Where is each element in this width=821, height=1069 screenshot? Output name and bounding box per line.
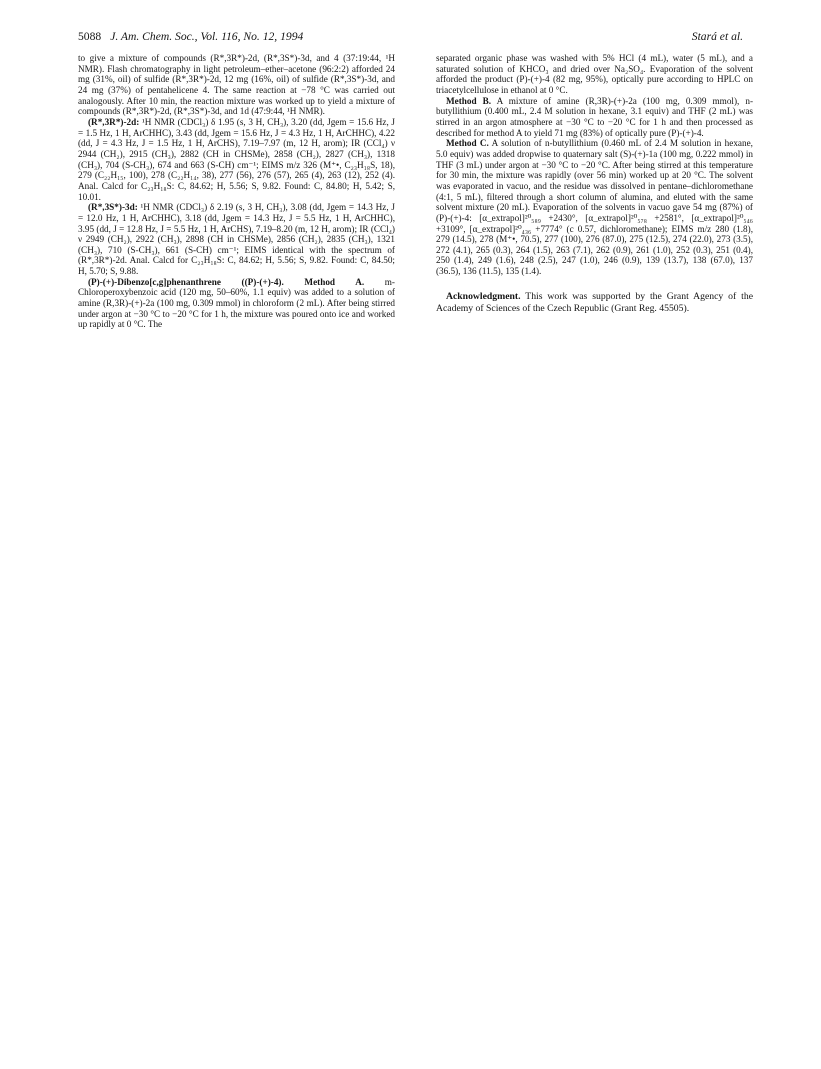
paragraph-workup: separated organic phase was washed with 5% HCl (4 mL), water (5 mL), and a saturated solution of KHCO₃ and dried over Na₂SO₄. Evaporation of the solvent afforded the product (P)-(+)-4 (82 mg, 95%), optically pure according to HPLC on triacetylcellulose in ethanol at 0 °C. xyxy=(436,53,753,95)
compound-3d-data: ¹H NMR (CDCl₃) δ 2.19 (s, 3 H, CH₃), 3.08 (dd, Jgem = 14.3 Hz, J = 12.0 Hz, 1 H, ArCHHC), 3.18 (dd, Jgem = 14.3 Hz, J = 5.5 Hz, 1 H, ArCHHC), 3.95 (dd, J = 12.8 Hz, J = 5.5 Hz, 1 H, ArCHS), 7.19–8.20 (m, 12 H, arom); IR (CCl₄) ν 2949 (CH₂), 2922 (CH₃), 2898 (CH in CHSMe), 2856 (CH₂), 2835 (CH₃), 1321 (CH₃), 710 (S-CH₃), 661 (S-CH) cm⁻¹; EIMS identical with the spectrum of (R*,3R*)-2d. Anal. Calcd for C₂₃H₁₈S: C, 84.62; H, 5.56; S, 9.82. Found: C, 84.50; H, 5.70; S, 9.88. xyxy=(78,202,396,277)
method-c-label: Method C. xyxy=(446,138,489,149)
method-b-text: A mixture of amine (R,3R)-(+)-2a (100 mg, 0.309 mmol), n-butyllithium (0.400 mL, 2.4 M solution in hexane, 3.1 equiv) and THF (2 mL) was stirred in an argon atmosphere at −30 °C to −20 °C for 1 h and then processed as described for method A to yield 71 mg (83%) of optically pure (P)-(+)-4. xyxy=(436,95,753,138)
left-column xyxy=(78,53,395,330)
right-column xyxy=(436,53,753,315)
acknowledgment xyxy=(436,291,753,315)
running-head-authors: Stará et al. xyxy=(691,30,743,43)
paragraph-reaction-mixture: to give a mixture of compounds (R*,3R*)-2d, (R*,3S*)-3d, and 4 (37:19:44, ¹H NMR). Flash chromatography in light petroleum–ether–acetone (96:2:2) afforded 24 mg (31%, oil) of sulfide (R*,3R*)-2d, 12 mg (16%, oil) of sulfide (R*,3S*)-3d, and 24 mg (37%) of pentahelicene 4. The same reaction at −78 °C was carried out analogously. After 10 min, the reaction mixture was worked up to yield a mixture of compounds (R*,3R*)-2d, (R*,3S*)-3d, and 1d (47:9:44, ¹H NMR). xyxy=(78,53,395,117)
running-head-left xyxy=(78,29,303,45)
paragraph-method-c xyxy=(436,138,753,277)
method-a-text: m-Chloroperoxybenzoic acid (120 mg, 50–60%, 1.1 equiv) was added to a solution of amine (R,3R)-(+)-2a (100 mg, 0.309 mmol) in chloroform (2 mL). After being stirred under argon at −30 °C to −20 °C for 1 h, the mixture was poured onto ice and worked up rapidly at 0 °C. The xyxy=(78,276,395,330)
acknowledgment-text: This work was supported by the Grant Agency of the Academy of Sciences of the Czech Republic (Grant Reg. 45505). xyxy=(436,290,754,314)
running-head xyxy=(78,29,743,45)
compound-3d-label: (R*,3S*)-3d: xyxy=(88,202,138,213)
acknowledgment-label: Acknowledgment. xyxy=(446,290,521,302)
page-number: 5088 xyxy=(78,30,102,43)
paragraph-compound-2d xyxy=(78,117,395,202)
method-b-label: Method B. xyxy=(446,95,492,106)
paragraph-method-b xyxy=(436,96,753,139)
journal-citation: J. Am. Chem. Soc., Vol. 116, No. 12, 1994 xyxy=(110,30,304,43)
paragraph-compound-3d xyxy=(78,202,395,277)
compound-2d-data: ¹H NMR (CDCl₃) δ 1.95 (s, 3 H, CH₃), 3.20 (dd, Jgem = 15.6 Hz, J = 1.5 Hz, 1 H, ArCHHC), 3.43 (dd, Jgem = 15.6 Hz, J = 4.3 Hz, 1 H, ArCHHC), 4.22 (dd, J = 4.3 Hz, J = 1.5 Hz, 1 H, ArCHS), 7.19–7.97 (m, 12 H, arom); IR (CCl₄) ν 2944 (CH₂), 2915 (CH₃), 2882 (CH in CHSMe), 2858 (CH₂), 2827 (CH₃), 1318 (CH₃), 704 (S-CH₃), 674 and 663 (S-CH) cm⁻¹; EIMS m/z 326 (M⁺•, C₂₃H₁₈S, 18), 279 (C₂₂H₁₅, 100), 278 (C₂₂H₁₄, 38), 277 (56), 276 (57), 265 (4), 263 (12), 252 (4). Anal. Calcd for C₂₃H₁₈S: C, 84.62; H, 5.56; S, 9.82. Found: C, 84.80; H, 5.42; S, 10.01. xyxy=(78,116,396,202)
compound-2d-label: (R*,3R*)-2d: xyxy=(88,116,140,127)
method-a-label: (P)-(+)-Dibenzo[c,g]phenanthrene ((P)-(+)-4). Method A. xyxy=(88,276,365,287)
paragraph-method-a xyxy=(78,277,395,330)
method-c-text: A solution of n-butyllithium (0.460 mL of 2.4 M solution in hexane, 5.0 equiv) was added dropwise to quaternary salt (S)-(+)-1a (100 mg, 0.222 mmol) in THF (3 mL) under argon at −30 °C to −20 °C. After being stirred at this temperature for 30 min, the mixture was rapidly (over 56 min) worked up at 20 °C. The solvent was evaporated in vacuo, and the residue was dissolved in pentane–dichloromethane (4:1, 5 mL), filtered through a short column of alumina, and eluted with the same solvent mixture (20 mL). Evaporation of the solvents in vacuo gave 54 mg (87%) of (P)-(+)-4: [α_extrapol]²⁰₅₈₉ +2430°, [α_extrapol]²⁰₅₇₈ +2581°, [α_extrapol]²⁰₅₄₆ +3109°, [α_extrapol]²⁰₄₃₆ +7774° (c 0.57, dichloromethane); EIMS m/z 280 (1.8), 279 (14.5), 278 (M⁺•, 70.5), 277 (100), 276 (87.0), 275 (12.5), 274 (22.0), 273 (3.5), 272 (4.1), 265 (0.3), 264 (1.5), 263 (7.1), 262 (0.9), 261 (1.0), 252 (0.3), 251 (0.4), 250 (1.4), 249 (1.6), 248 (2.5), 247 (1.0), 246 (0.9), 139 (13.7), 138 (67.0), 137 (36.5), 136 (11.5), 135 (1.4). xyxy=(436,138,753,277)
